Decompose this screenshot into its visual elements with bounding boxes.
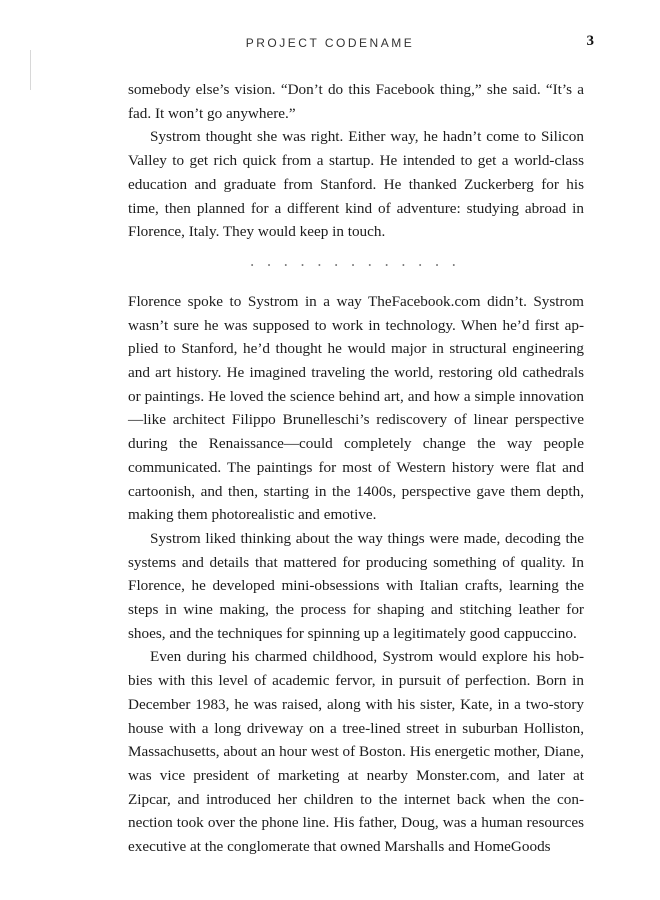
paragraph-5: Even during his charmed childhood, Systrom would explore his hobbies with this level of academic fervor, in pursuit of perfection. Born in December 1983, he was raised, along with his sister, Kate, in a two-story house with a long driveway on a tree-lined street in suburban Holliston, Massachusetts, about an hour west of Boston. His energetic mother, Diane, was vice president of marketing at nearby Monster.com, and later at Zipcar, and introduced her children to the internet back when the connection took over the phone line. His father, Doug, was a human resources executive at the conglomerate that owned Marshalls and HomeGoods (128, 648, 584, 856)
paragraph-2: Systrom thought she was right. Either way, he hadn’t come to Silicon Valley to get rich quick from a startup. He intended to get a world-class education and graduate from Stanford. He thanked Zuckerberg for his time, then planned for a different kind of adventure: studying abroad in Florence, Italy. They would keep in touch. (128, 128, 584, 241)
scan-edge-mark (30, 50, 31, 90)
page-number: 3 (586, 33, 594, 49)
paragraph-1: somebody else’s vision. “Don’t do this Facebook thing,” she said. “It’s a fad. It won’t go anywhere.” (128, 81, 584, 122)
section-break-ornament: • • • • • • • • • • • • • (250, 260, 462, 270)
body-text (128, 78, 584, 859)
running-head: PROJECT CODENAME (245, 36, 415, 50)
paragraph-4: Systrom liked thinking about the way things were made, decoding the systems and details that mattered for producing something of quality. In Florence, he developed mini-obsessions with Italian crafts, learning the steps in wine making, the process for shaping and stitching leather for shoes, and the techniques for spinning up a legitimately good cappuccino. (128, 529, 584, 642)
paragraph-3: Florence spoke to Systrom in a way TheFacebook.com didn’t. Systrom wasn’t sure he was supposed to work in technology. When he’d first applied to Stanford, he’d thought he would major in structural engineering and art history. He imagined traveling the world, restoring old cathedrals or paintings. He loved the science behind art, and how a simple innovation—like architect Filippo Brunelleschi’s rediscovery of linear perspective during the Renaissance—could completely change the way people communicated. The paintings for most of Western history were flat and cartoonish, and then, starting in the 1400s, perspective gave them depth, making them photorealistic and emotive. (128, 292, 584, 524)
